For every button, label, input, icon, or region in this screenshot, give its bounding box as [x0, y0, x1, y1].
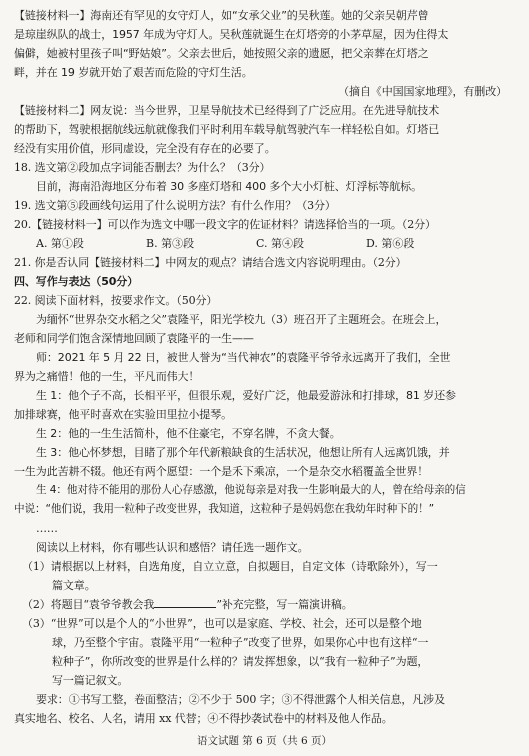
option-b: B. 第③段: [146, 237, 195, 250]
source-citation: （摘自《中国国家地理》，有删改）: [338, 85, 507, 98]
link-material-two: [14, 101, 515, 158]
paragraph-line: 为缅怀“世界杂交水稻之父”袁隆平，阳光学校九（3）班召开了主题班会。在班会上，: [36, 313, 447, 326]
question-22: 22. 阅读下面材料，按要求作文。（50分）: [14, 294, 218, 307]
option-a: A. 第①段: [36, 237, 84, 250]
paragraph-line: 粒种子”，你所改变的世界是什么样的？请发挥想象，以“我有一粒种子”为题，: [52, 655, 429, 668]
paragraph-line: 经没有实用价值，形同虚设，完全没有存在的必要了。: [14, 142, 276, 155]
page-footer: 语文试题 第 6 页（共 6 页）: [196, 735, 333, 747]
paragraph-line: 生 3：他心怀梦想，目睹了那个年代新粮缺食的生活状况，他想让所有人远离饥饿，并: [36, 446, 450, 459]
paragraph-line: 加排球赛，他平时喜欢在实验田里拉小提琴。: [14, 408, 232, 421]
paragraph-line: 球，乃至整个宇宙。袁隆平用“一粒种子”改变了世界，如果你心中也有这样“一: [52, 636, 429, 649]
question-20-options: [14, 234, 515, 253]
paragraph-line: 一生为此苦耕不辍。他还有两个愿望：一个是禾下乘凉，一个是杂交水稻覆盖全世界！: [14, 465, 429, 478]
ellipsis: ……: [36, 522, 58, 535]
option-text: ”补充完整，写一篇演讲稿。: [216, 598, 353, 611]
paragraph-line: 篇文章。: [52, 579, 96, 592]
paragraph-line: （1）请根据以上材料，自选角度，自立立意，自拟题目，自定文体（诗歌除外），写一: [22, 560, 438, 573]
paragraph-line: 写一篇记叙文。: [52, 674, 129, 687]
requirements-line: 真实地名、校名、人名，请用 xx 代替；④不得抄袭试卷中的材料及他人作品。: [14, 712, 393, 725]
writing-prompt: 阅读以上材料，你有哪些认识和感悟？请任选一题作文。: [36, 541, 309, 554]
paragraph-line: 生 1：他个子不高，长相平平，但很乐观，爱好广泛，他最爱游泳和打排球，81 岁还参: [36, 389, 456, 402]
paragraph-line: （3）“世界”可以是个人的“小世界”，也可以是家庭、学校、社会，还可以是整个地: [22, 617, 422, 630]
option-d: D. 第⑥段: [366, 237, 415, 250]
paragraph-line: 界为之痛惜！他的一生，平凡而伟大！: [14, 370, 200, 383]
link-material-one: [14, 6, 515, 101]
question-20: 20.【链接材料一】可以作为选文中哪一段文字的佐证材料？请选择恰当的一项。（2分）: [14, 218, 436, 231]
paragraph-line: 畔，并在 19 岁就开始了艰苦而危险的守灯生活。: [14, 66, 253, 79]
section-heading: 四、写作与表达（50分）: [14, 275, 139, 288]
option-c: C. 第④段: [256, 237, 305, 250]
question-18-quote: 目前，海南沿海地区分布着 30 多座灯塔和 400 多个大小灯桩、灯浮标等航标。: [36, 180, 422, 193]
topic-option-2: [14, 595, 515, 614]
paragraph-line: 生 4：他对待不能用的那份人心存感激，他说每亲是对我一生影响最大的人，曾在给母亲的信: [36, 484, 466, 496]
paragraph-line: 【链接材料二】网友说：当今世界，卫星导航技术已经得到了广泛应用。在先进导航技术: [14, 104, 440, 117]
paragraph-line: 老师和同学们饱含深情地回顾了袁隆平的一生——: [14, 332, 254, 345]
paragraph-line: 是琼崖纵队的战士，1957 年成为守灯人。吴秋莲就诞生在灯塔旁的小茅草屋，因为住得太: [14, 28, 449, 41]
paragraph-line: 师：2021 年 5 月 22 日，被世人誉为“当代神农”的袁隆平爷爷永远离开了我们，全世: [36, 351, 451, 364]
question-19: 19. 选文第⑤段画线句运用了什么说明方法？有什么作用？（3分）: [14, 199, 336, 212]
question-18: 18. 选文第②段加点字词能否删去？为什么？（3分）: [14, 161, 271, 174]
paragraph-line: 中说：“他们说，我用一粒种子改变世界，我知道，这粒种子是妈妈您在我幼年时种下的！”: [14, 503, 435, 515]
paragraph-line: 【链接材料一】海南还有罕见的女守灯人，如“女承父业”的吴秋莲。她的父亲吴朝芹曾: [14, 9, 429, 22]
paragraph-line: 生 2：他的一生生活简朴，他不住豪宅，不穿名牌，不贪大餐。: [36, 427, 341, 440]
paragraph-line: 偏僻，她被村里孩子叫“野姑娘”。父亲去世后，她按照父亲的遗愿，把父亲葬在灯塔之: [14, 47, 429, 60]
option-text: （2）将题目“袁爷爷教会我: [22, 598, 155, 611]
requirements-line: 要求：①书写工整，卷面整洁；②不少于 500 字；③不得泄露个人相关信息，凡涉及: [36, 693, 445, 706]
question-21: 21. 你是否认同【链接材料二】中网友的观点？请结合选文内容说明理由。（2分）: [14, 256, 407, 269]
paragraph-line: 的帮助下，驾驶根据航线远航就像我们平时利用车载导航驾驶汽车一样轻松自如。灯塔已: [14, 123, 440, 136]
fill-in-blank: [154, 596, 216, 608]
